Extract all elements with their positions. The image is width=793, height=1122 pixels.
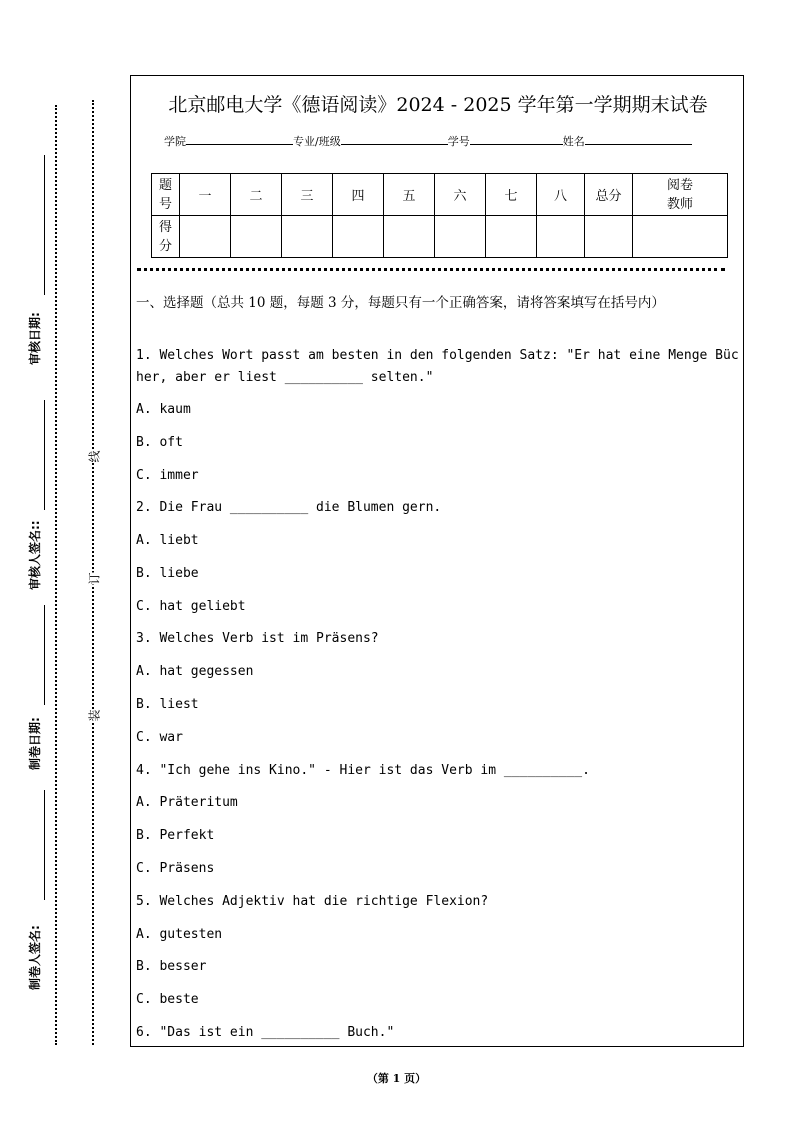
reviewer-sign-label: 审核人签名:: bbox=[28, 520, 42, 590]
col-header: 三 bbox=[282, 174, 333, 216]
score-table-row1-label: 题号 bbox=[152, 174, 180, 216]
student-info-row bbox=[164, 133, 692, 149]
option: B. liebe bbox=[136, 566, 199, 581]
make-date-label: 制卷日期: bbox=[28, 717, 42, 770]
score-table-row2-label: 得分 bbox=[152, 216, 180, 258]
major-class-label: 专业/班级 bbox=[293, 135, 341, 148]
col-header-grader: 阅卷教师 bbox=[633, 174, 728, 216]
maker-sign-line bbox=[44, 790, 45, 900]
score-cell[interactable] bbox=[486, 216, 537, 258]
reviewer-sign-line bbox=[44, 400, 45, 510]
col-header: 六 bbox=[435, 174, 486, 216]
col-header: 二 bbox=[231, 174, 282, 216]
score-cell[interactable] bbox=[282, 216, 333, 258]
name-label: 姓名 bbox=[562, 135, 585, 148]
option: C. war bbox=[136, 730, 183, 745]
section-divider bbox=[137, 268, 725, 271]
score-cell[interactable] bbox=[333, 216, 384, 258]
section1-heading: 一、选择题（总共 10 题，每题 3 分，每题只有一个正确答案，请将答案填写在括号内） bbox=[136, 295, 665, 311]
col-header: 一 bbox=[180, 174, 231, 216]
review-date-line bbox=[44, 155, 45, 295]
binding-dotted-line-outer bbox=[55, 105, 57, 1045]
score-cell[interactable] bbox=[537, 216, 585, 258]
bind-char-xian: 线 bbox=[87, 450, 102, 463]
option: B. Perfekt bbox=[136, 828, 215, 843]
option: B. besser bbox=[136, 959, 207, 974]
question-6: 6. "Das ist ein __________ Buch." bbox=[136, 1025, 395, 1040]
college-label: 学院 bbox=[164, 135, 186, 148]
make-date-line bbox=[44, 605, 45, 705]
student-id-label: 学号 bbox=[447, 135, 470, 148]
review-date-label: 审核日期: bbox=[28, 312, 42, 365]
maker-sign-label: 制卷人签名: bbox=[28, 925, 42, 990]
option: A. liebt bbox=[136, 533, 199, 548]
question-2: 2. Die Frau __________ die Blumen gern. bbox=[136, 500, 442, 515]
question-5: 5. Welches Adjektiv hat die richtige Flexion? bbox=[136, 894, 489, 909]
score-cell[interactable] bbox=[231, 216, 282, 258]
option: C. beste bbox=[136, 992, 199, 1007]
bind-char-zhuang: 装 bbox=[87, 709, 102, 722]
exam-title: 北京邮电大学《德语阅读》2024 - 2025 学年第一学期期末试卷 bbox=[168, 94, 708, 116]
option: A. Präteritum bbox=[136, 795, 238, 810]
option: B. oft bbox=[136, 435, 183, 450]
grader-cell[interactable] bbox=[633, 216, 728, 258]
question-3: 3. Welches Verb ist im Präsens? bbox=[136, 631, 379, 646]
score-cell-total[interactable] bbox=[585, 216, 633, 258]
col-header: 八 bbox=[537, 174, 585, 216]
option: A. gutesten bbox=[136, 927, 223, 942]
score-cell[interactable] bbox=[435, 216, 486, 258]
option: B. liest bbox=[136, 697, 199, 712]
name-field[interactable] bbox=[585, 134, 692, 145]
col-header-total: 总分 bbox=[585, 174, 633, 216]
col-header: 五 bbox=[384, 174, 435, 216]
option: C. hat geliebt bbox=[136, 599, 246, 614]
bind-char-ding: 订 bbox=[87, 572, 102, 585]
option: A. hat gegessen bbox=[136, 664, 254, 679]
option: C. Präsens bbox=[136, 861, 215, 876]
page-number: （第 1 页） bbox=[366, 1072, 427, 1085]
col-header: 四 bbox=[333, 174, 384, 216]
score-table bbox=[151, 173, 728, 258]
student-id-field[interactable] bbox=[470, 134, 563, 145]
score-cell[interactable] bbox=[384, 216, 435, 258]
exam-frame bbox=[130, 75, 744, 1047]
col-header: 七 bbox=[486, 174, 537, 216]
option: C. immer bbox=[136, 468, 199, 483]
college-field[interactable] bbox=[186, 134, 293, 145]
score-cell[interactable] bbox=[180, 216, 231, 258]
major-class-field[interactable] bbox=[341, 134, 448, 145]
question-1: 1. Welches Wort passt am besten in den folgenden Satz: "Er hat eine Menge Bücher, aber er liest __________ selten." bbox=[136, 348, 739, 385]
question-4: 4. "Ich gehe ins Kino." - Hier ist das Verb im __________. bbox=[136, 763, 590, 778]
option: A. kaum bbox=[136, 402, 191, 417]
